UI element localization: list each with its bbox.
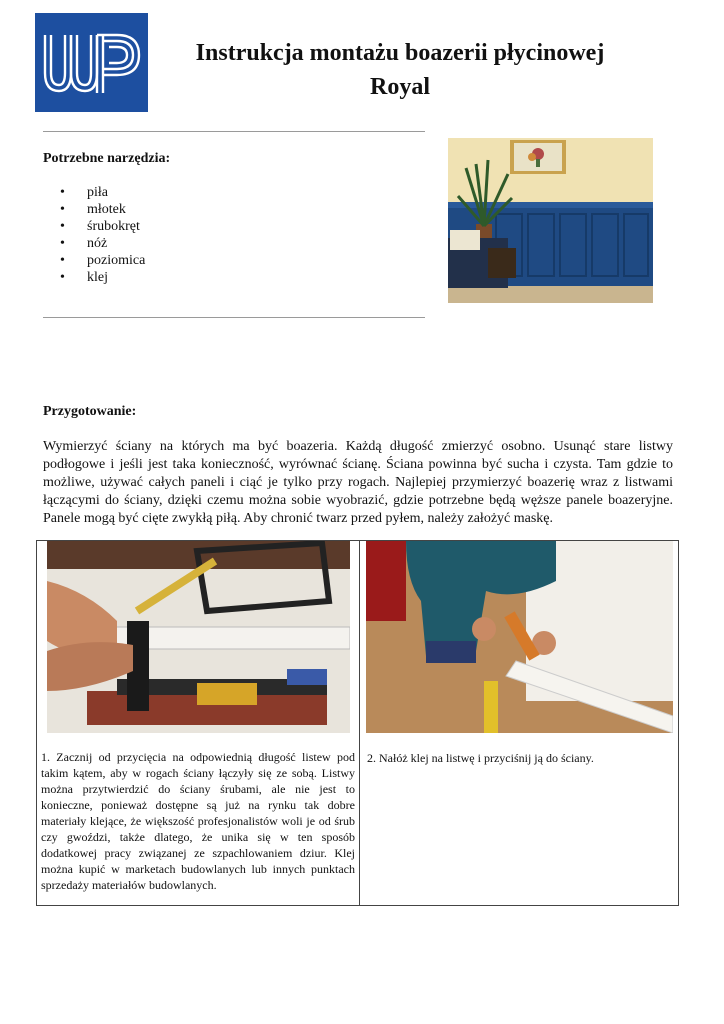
list-item: • klej <box>60 269 145 286</box>
title-line-1: Instrukcja montażu boazerii płycinowej <box>195 40 605 66</box>
preparation-text: Wymierzyć ściany na których ma być boazeria. Każdą długość zmierzyć osobno. Usunąć stare listwy podłogowe i jeśli jest taka konieczność, wyrównać ścianę. Ściana powinna być sucha i czysta. Tam gdzie to możliwe, używać całych paneli i ciąć je tylko przy rogach. Najlepiej przymierzyć boazerię wraz z listwami łączącymi do ściany, dzięki czemu można sobie wyobrazić, gdzie potrzebne będą węższe panele boazeryjne. Panele mogą być cięte zwykłą piłą. Aby chronić twarz przed pyłem, należy założyć maskę. <box>43 439 673 526</box>
list-item: • piła <box>60 184 145 201</box>
table-column-divider <box>359 540 360 906</box>
tools-heading: Potrzebne narzędzia: <box>43 151 171 166</box>
list-item: • nóż <box>60 235 145 252</box>
step-2-caption: 2. Nałóż klej na listwę i przyciśnij ją do ściany. <box>367 751 594 765</box>
page-title <box>150 36 650 104</box>
title-line-2: Royal <box>370 74 430 100</box>
wainscoting-room-photo <box>448 138 653 303</box>
list-item: • młotek <box>60 201 145 218</box>
divider-top <box>43 131 425 132</box>
applying-glue-photo <box>366 541 673 733</box>
preparation-heading: Przygotowanie: <box>43 404 137 419</box>
divider-bottom <box>43 317 425 318</box>
company-logo <box>35 13 148 112</box>
list-item: • śrubokręt <box>60 218 145 235</box>
list-item: • poziomica <box>60 252 145 269</box>
miter-saw-photo <box>47 541 350 733</box>
step-1-caption: 1. Zacznij od przycięcia na odpowiednią długość listew pod takim kątem, aby w rogach ściany łączyły się ze sobą. Listwy można przytwierdzić do ściany śrubami, ale nie jest to konieczne, ponieważ dostępne są już na rynku tak dobre materiały klejące, że większość profesjonalistów woli je od śrub czy gwoździ, także dlatego, że unika się w ten sposób dodatkowej pracy związanej ze szpachlowaniem dziur. Klej można kupić w marketach budowlanych lub innych punktach sprzedaży materiałów budowlanych. <box>41 750 355 892</box>
tools-list <box>60 184 145 286</box>
